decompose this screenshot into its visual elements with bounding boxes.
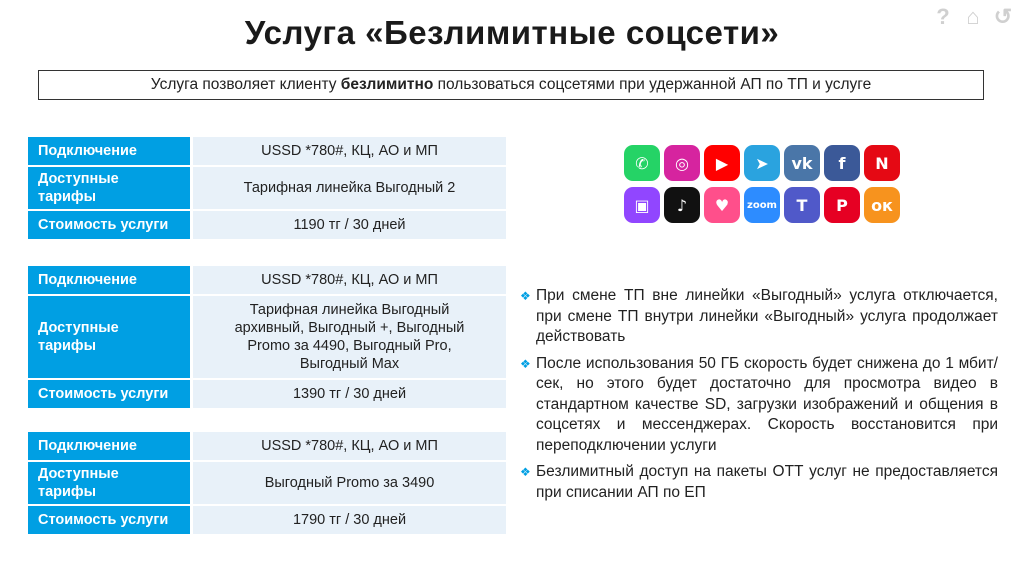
- row-label: [28, 296, 190, 378]
- youtube-icon: ▶: [704, 145, 740, 181]
- row-label-text: Доступные тарифы: [38, 320, 119, 354]
- intro-text-start: Услуга позволяет клиенту: [150, 76, 341, 93]
- help-icon[interactable]: ?: [936, 4, 950, 29]
- back-icon[interactable]: ↺: [993, 4, 1013, 29]
- row-label: Стоимость услуги: [28, 380, 190, 408]
- zoom-icon: zoom: [744, 187, 780, 223]
- row-value: USSD *780#, КЦ, АО и МП: [190, 266, 506, 294]
- note-text: Безлимитный доступ на пакеты ОТТ услуг не предоставляется при списании АП по ЕП: [536, 463, 998, 501]
- home-icon[interactable]: ⌂: [966, 4, 980, 29]
- intro-text-bold: безлимитно: [340, 76, 434, 93]
- row-value: 1390 тг / 30 дней: [190, 380, 506, 408]
- row-label-text: Доступные тарифы: [38, 466, 119, 500]
- pinterest-icon: P: [824, 187, 860, 223]
- table-row: [28, 211, 506, 239]
- notes-list: [520, 286, 998, 509]
- row-label: Стоимость услуги: [28, 506, 190, 534]
- row-label: Стоимость услуги: [28, 211, 190, 239]
- row-label-text: Доступные тарифы: [38, 171, 119, 205]
- odnoklassniki-icon: ок: [864, 187, 900, 223]
- row-value-text: Тарифная линейка Выгодный архивный, Выгодный +, Выгодный Promo за 4490, Выгодный Pro, Выгодный Max: [234, 302, 465, 372]
- likee-icon: ♥: [704, 187, 740, 223]
- row-value: [190, 296, 506, 378]
- table-row: [28, 266, 506, 294]
- row-value: USSD *780#, КЦ, АО и МП: [190, 432, 506, 460]
- row-label: Подключение: [28, 137, 190, 165]
- teams-icon: T: [784, 187, 820, 223]
- list-item: [520, 354, 998, 457]
- table-row: [28, 380, 506, 408]
- bullet-diamond-icon: ❖: [520, 356, 531, 371]
- bullet-diamond-icon: ❖: [520, 289, 531, 303]
- service-table-1: [28, 135, 506, 241]
- social-app-icons: [624, 145, 916, 223]
- intro-text-end: пользоваться соцсетями при удержанной АП по ТП и услуге: [433, 76, 872, 93]
- row-value: 1790 тг / 30 дней: [190, 506, 506, 534]
- telegram-icon: ➤: [744, 145, 780, 181]
- table-row: [28, 137, 506, 165]
- row-label: [28, 462, 190, 504]
- bullet-diamond-icon: ❖: [520, 465, 531, 479]
- row-value: Выгодный Promo за 3490: [190, 462, 506, 504]
- twitch-icon: ▣: [624, 187, 660, 223]
- service-table-2: [28, 264, 506, 410]
- row-label: Подключение: [28, 432, 190, 460]
- facebook-icon: f: [824, 145, 860, 181]
- note-text: После использования 50 ГБ скорость будет снижена до 1 мбит/сек, но этого будет достаточно для просмотра видео в стандартном качестве SD, загрузки изображений и общения в соцсетях и мессенджерах. Скорость восстановится при переподключении услуги: [536, 354, 998, 454]
- instagram-icon: ◎: [664, 145, 700, 181]
- row-value: USSD *780#, КЦ, АО и МП: [190, 137, 506, 165]
- note-text: При смене ТП вне линейки «Выгодный» услуга отключается, при смене ТП внутри линейки «Выгодный» услуга продолжает действовать: [536, 287, 998, 345]
- row-label: [28, 167, 190, 209]
- netflix-icon: N: [864, 145, 900, 181]
- tiktok-icon: ♪: [664, 187, 700, 223]
- row-value: Тарифная линейка Выгодный 2: [190, 167, 506, 209]
- vk-icon: vk: [784, 145, 820, 181]
- whatsapp-icon: ✆: [624, 145, 660, 181]
- intro-box: [38, 70, 984, 100]
- row-value: 1190 тг / 30 дней: [190, 211, 506, 239]
- table-row: [28, 167, 506, 209]
- nav-controls: [930, 4, 1016, 30]
- list-item: [520, 286, 998, 348]
- table-row: [28, 506, 506, 534]
- service-table-3: [28, 430, 506, 536]
- page-title: Услуга «Безлимитные соцсети»: [244, 14, 780, 51]
- table-row: [28, 296, 506, 378]
- table-row: [28, 432, 506, 460]
- table-row: [28, 462, 506, 504]
- list-item: [520, 462, 998, 503]
- row-label: Подключение: [28, 266, 190, 294]
